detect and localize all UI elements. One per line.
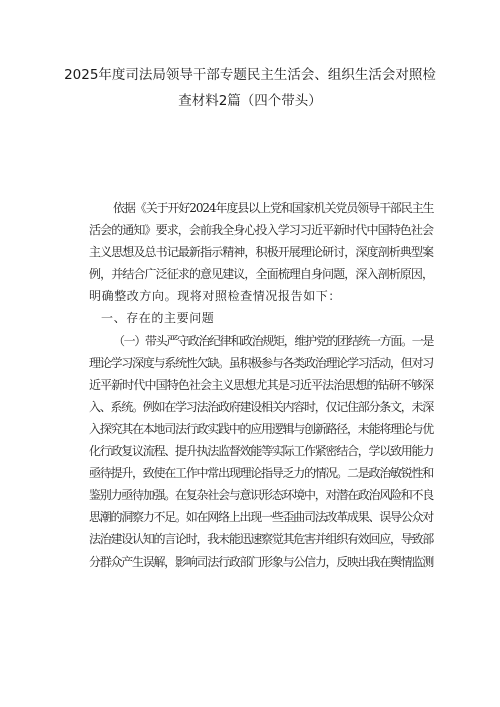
- body-line: 入探究其在本地司法行政实践中的应用逻辑与创新路径，未能将理论与优: [89, 421, 433, 436]
- title-line-1: 2025年度司法局领导干部专题民主生活会、组织生活会对照检: [64, 67, 436, 83]
- body-line: 明确整改方向。现将对照检查情况报告如下：: [89, 289, 342, 304]
- body-line: 亟待提升，致使在工作中常出现理论指导乏力的情况。二是政治敏锐性和: [89, 466, 433, 481]
- body-line: 理论学习深度与系统性欠缺。虽积极参与各类政治理论学习活动，但对习: [89, 355, 433, 370]
- body-line: （一）带头严守政治纪律和政治规矩，维护党的团结统一方面。一是: [113, 333, 433, 348]
- body-line: 化行政复议流程、提升执法监督效能等实际工作紧密结合，学以致用能力: [89, 444, 433, 459]
- body-line: 一、存在的主要问题: [101, 311, 215, 326]
- body-line: 思潮的洞察力不足。如在网络上出现一些歪曲司法改革成果、误导公众对: [89, 510, 433, 525]
- body-line: 鉴别力亟待加强。在复杂社会与意识形态环境中，对潜在政治风险和不良: [89, 488, 433, 503]
- document-body: [89, 197, 433, 573]
- body-line: 依据《关于开好2024年度县以上党和国家机关党员领导干部民主生: [113, 201, 434, 215]
- body-line: 分群众产生误解，影响司法行政部门形象与公信力，反映出我在舆情监测: [89, 554, 433, 569]
- body-line: 法治建设认知的言论时，我未能迅速察觉其危害并组织有效回应，导致部: [89, 532, 433, 547]
- body-line: 例，并结合广泛征求的意见建议，全面梳理自身问题，深入剖析原因，: [89, 267, 434, 282]
- title-line-2: 查材料2篇（四个带头）: [178, 93, 322, 109]
- body-line: 主义思想及总书记最新指示精神，积极开展理论研讨，深度剖析典型案: [89, 245, 434, 260]
- body-line: 入、系统。例如在学习法治政府建设相关内容时，仅记住部分条文，未深: [89, 399, 433, 414]
- document-title: [60, 62, 440, 114]
- body-line: 近平新时代中国特色社会主义思想尤其是习近平法治思想的钻研不够深: [89, 377, 434, 392]
- body-line: 活会的通知》要求，会前我全身心投入学习习近平新时代中国特色社会: [89, 223, 434, 238]
